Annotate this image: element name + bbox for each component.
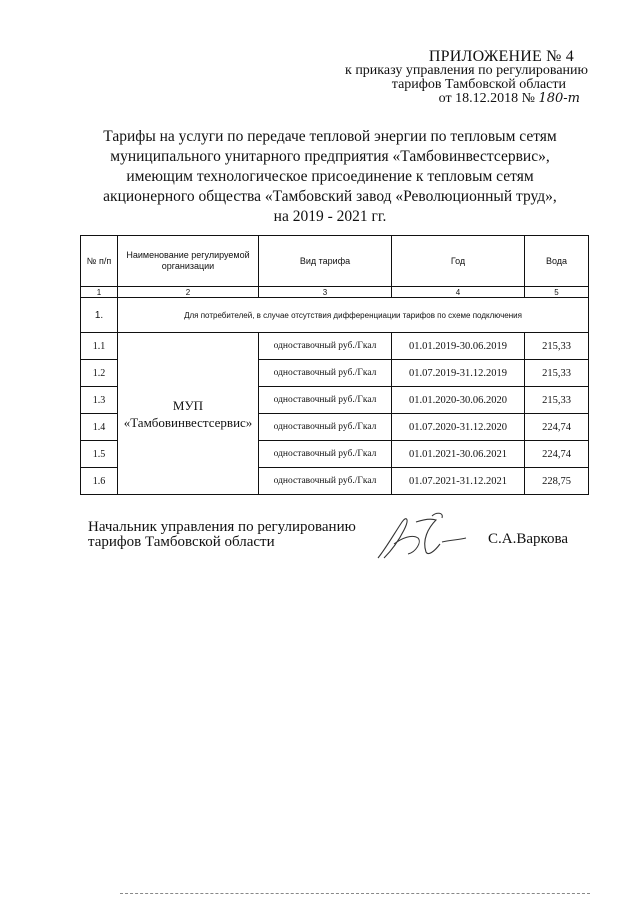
tariff-type: одноставочный руб./Гкал: [259, 333, 392, 360]
tariff-type: одноставочный руб./Гкал: [259, 387, 392, 414]
header-organization: Наименование регулируемой организации: [118, 236, 259, 287]
appendix-date-prefix: от 18.12.2018 №: [438, 91, 535, 106]
table-row: [81, 333, 589, 360]
tariff-type: одноставочный руб./Гкал: [259, 360, 392, 387]
tariff-type: одноставочный руб./Гкал: [259, 468, 392, 495]
section-row: [81, 298, 589, 333]
appendix-authority: тарифов Тамбовской области: [391, 77, 566, 92]
column-number-row: [81, 287, 589, 298]
water-tariff: 224,74: [525, 414, 589, 441]
organization-line: МУП: [172, 397, 204, 413]
row-number: 1.2: [81, 360, 118, 387]
water-tariff: 215,33: [525, 387, 589, 414]
document-title: [60, 127, 600, 227]
title-line: акционерного общества «Тамбовский завод «Революционный труд»,: [103, 188, 557, 205]
section-description: Для потребителей, в случае отсутствия дифференциации тарифов по схеме подключения: [118, 298, 589, 333]
tariff-period: 01.01.2021-30.06.2021: [392, 441, 525, 468]
handwritten-signature: [372, 508, 472, 564]
organization-cell: [118, 333, 259, 495]
column-number: 1: [81, 287, 118, 298]
tariff-type: одноставочный руб./Гкал: [259, 414, 392, 441]
row-number: 1.1: [81, 333, 118, 360]
table-header-row: [81, 236, 589, 287]
appendix-header: [345, 50, 588, 106]
order-number-handwritten: 180-т: [538, 91, 580, 106]
tariff-type: одноставочный руб./Гкал: [259, 441, 392, 468]
signer-title-line: Начальник управления по регулированию: [88, 519, 356, 535]
signer-position: [88, 520, 356, 550]
header-tariff-type: Вид тарифа: [259, 236, 392, 287]
title-line: Тарифы на услуги по передаче тепловой энергии по тепловым сетям: [103, 128, 557, 145]
row-number: 1.6: [81, 468, 118, 495]
water-tariff: 228,75: [525, 468, 589, 495]
title-line: муниципального унитарного предприятия «Тамбовинвестсервис»,: [110, 148, 550, 165]
section-number: 1.: [81, 298, 118, 333]
tariff-period: 01.01.2019-30.06.2019: [392, 333, 525, 360]
title-line: имеющим технологическое присоединение к тепловым сетям: [126, 168, 534, 185]
signer-name: С.А.Варкова: [488, 531, 569, 547]
row-number: 1.3: [81, 387, 118, 414]
header-year: Год: [392, 236, 525, 287]
column-number: 4: [392, 287, 525, 298]
header-number: № п/п: [81, 236, 118, 287]
appendix-order-ref: к приказу управления по регулированию: [345, 63, 588, 78]
header-water: Вода: [525, 236, 589, 287]
tariff-period: 01.07.2021-31.12.2021: [392, 468, 525, 495]
water-tariff: 224,74: [525, 441, 589, 468]
column-number: 3: [259, 287, 392, 298]
water-tariff: 215,33: [525, 360, 589, 387]
water-tariff: 215,33: [525, 333, 589, 360]
scan-edge-artifact: [120, 893, 590, 896]
appendix-date: [345, 92, 580, 106]
organization-line: «Тамбовинвестсервис»: [123, 414, 253, 430]
row-number: 1.4: [81, 414, 118, 441]
column-number: 5: [525, 287, 589, 298]
title-line: на 2019 - 2021 гг.: [273, 208, 387, 225]
row-number: 1.5: [81, 441, 118, 468]
tariff-table: [80, 235, 589, 495]
tariff-period: 01.07.2020-31.12.2020: [392, 414, 525, 441]
appendix-title: ПРИЛОЖЕНИЕ № 4: [428, 48, 574, 65]
tariff-period: 01.01.2020-30.06.2020: [392, 387, 525, 414]
column-number: 2: [118, 287, 259, 298]
signer-title-line: тарифов Тамбовской области: [88, 534, 275, 550]
tariff-period: 01.07.2019-31.12.2019: [392, 360, 525, 387]
